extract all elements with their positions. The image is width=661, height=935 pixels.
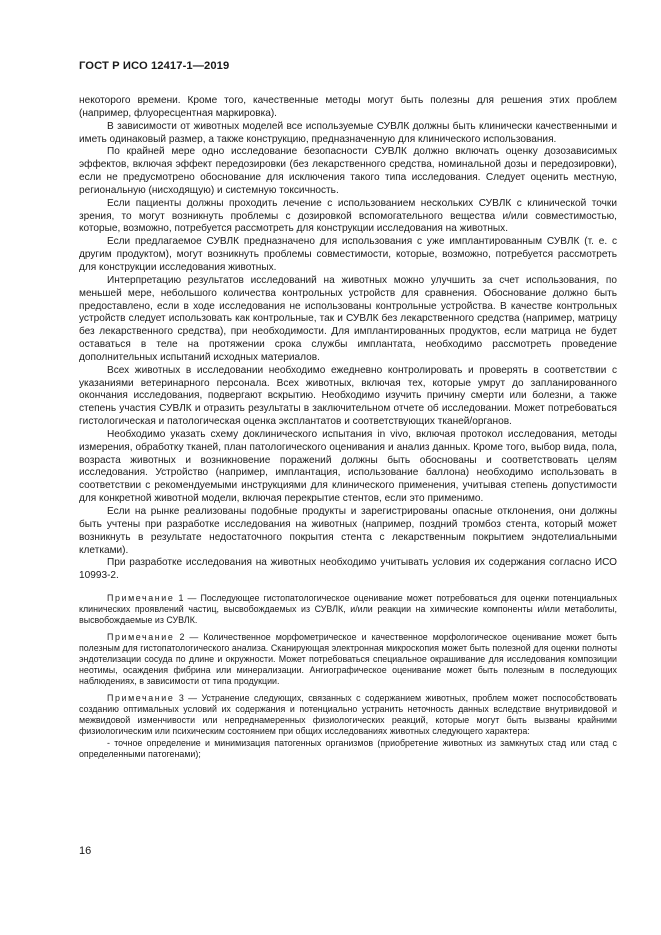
paragraph: Всех животных в исследовании необходимо ежедневно контролировать и проверять в соответствии с указаниями ветеринарного персонала. Всех животных, включая тех, которые умрут до запланированного окончания исследования, подвергают вскрытию. Необходимо изучить причину смерти или болезни, а также степень участия СУВЛК и отразить результаты в заключительном отчете об исследовании. Может потребоваться гистологическая и патологическая оценка эксплантатов и соответствующих тканей/органов.	[79, 364, 617, 428]
paragraph: По крайней мере одно исследование безопасности СУВЛК должно включать оценку дозозависимых эффектов, включая эффект передозировки (без лекарственного средства, номинальной дозы и передозировки), если не предусмотрено обоснование для исключения такого типа исследования. Следует оценить местную, региональную (нисходящую) и системную токсичность.	[79, 146, 617, 196]
document-header: ГОСТ Р ИСО 12417-1—2019	[79, 60, 230, 72]
note-label: Примечание	[107, 692, 175, 703]
note	[79, 632, 617, 688]
paragraph: Необходимо указать схему доклинического испытания in vivo, включая протокол исследования, методы измерения, обработку тканей, план патологического оценивания и анализ данных. Кроме того, выбор вида, пола, возраста животных и возникновение поражений должны быть обоснованы и соответствовать целям исследования. Устройство (например, имплантация, использование баллона) необходимо использовать в соответствии с рекомендуемыми инструкциями для клинического применения, учитывая степень допустимости для конкретной животной модели, включая перекрытие стентов, если это применимо.	[79, 428, 617, 505]
paragraph: Если пациенты должны проходить лечение с использованием нескольких СУВЛК с клинической точки зрения, то могут возникнуть проблемы с дозировкой вспомогательного вещества и/или совместимостью, которые, возможно, потребуется рассмотреть для конструкции исследования на животных.	[79, 197, 617, 235]
note-label: Примечание	[107, 631, 175, 642]
paragraph: некоторого времени. Кроме того, качественные методы могут быть полезны для решения этих проблем (например, флуоресцентная маркировка).	[79, 95, 617, 119]
note-text: 1 — Последующее гистопатологическое оценивание может потребоваться для оценки потенциальных клинических проявлений частиц, высвобождаемых из СУВЛК, и/или реакции на химические компоненты и/или метаболиты, высвобождаемые из СУВЛК.	[79, 593, 618, 626]
note	[79, 593, 617, 627]
document-body	[79, 95, 617, 760]
paragraph: При разработке исследования на животных необходимо учитывать условия их содержания согласно ИСО 10993-2.	[79, 557, 617, 582]
note-text: 2 — Количественное морфометрическое и качественное морфологическое оценивание может быть полезным для гистопатологического анализа. Сканирующая электронная микроскопия может быть полезной для оценки полноты эндотелизации сосуда по длине и окружности. Может потребоваться специальное окрашивание для исследования композиции неотимы, осаждения фибрина или минерализации. Ангиографическое оценивание может быть полезным в последующих наблюдениях, в зависимости от типа продукции.	[79, 631, 617, 687]
note-label: Примечание	[107, 593, 175, 604]
paragraph: Если предлагаемое СУВЛК предназначено для использования с уже имплантированным СУВЛК (т. е. с другим продуктом), могут возникнуть проблемы совместимости, которые, возможно, потребуется рассмотреть для конструкции исследования животных.	[79, 236, 617, 273]
paragraph: В зависимости от животных моделей все используемые СУВЛК должны быть клинически качественными и иметь одинаковый размер, а также конструкцию, предназначенную для клинического использования.	[79, 120, 617, 145]
list-item: - точное определение и минимизация патогенных организмов (приобретение животных из замкнутых стад или стад с определенными патогенами);	[79, 737, 617, 759]
note-text: 3 — Устранение следующих, связанных с содержанием животных, проблем может поспособствовать созданию оптимальных условий их содержания и потенциально устранить неточность данных вследствие внутривидовой и межвидовой изменчивости или непреднамеренных физиологических реакций, которые могут быть вызваны крайними физиологическим или психическим состоянием при общих исследованиях животных следующего характера:	[79, 692, 617, 737]
page-number: 16	[79, 845, 92, 857]
note	[79, 693, 617, 738]
paragraph: Интерпретацию результатов исследований на животных можно улучшить за счет использования, по меньшей мере, небольшого количества контрольных устройств для сравнения. Обоснование должно быть предоставлено, если в ходе исследования не использованы контрольные устройства. В качестве контрольных устройств следует использовать как контрольные, так и СУВЛК без лекарственного средства (например, матрицу без лекарственного средства), при необходимости. Для имплантированных продуктов, если матрица не будет оставаться в теле на протяжении срока службы имплантата, необходимо рассмотреть проведение дополнительных испытаний исходных материалов.	[79, 274, 617, 363]
paragraph: Если на рынке реализованы подобные продукты и зарегистрированы опасные отклонения, они должны быть учтены при разработке исследования на животных (например, поздний тромбоз стента, который может возникнуть в результате недостаточного покрытия стента с лекарственным покрытием эндотелиальными клетками).	[79, 506, 617, 556]
